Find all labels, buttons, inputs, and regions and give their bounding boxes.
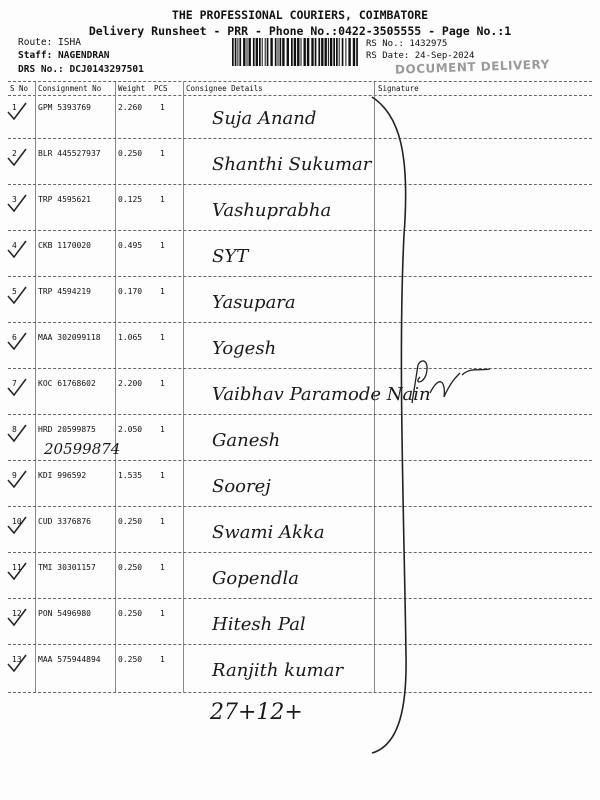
row-consignment-no: TRP 4595621 <box>38 195 91 204</box>
row-divider <box>8 322 592 323</box>
row-consignee-signature: Ranjith kumar <box>212 660 344 681</box>
header-divider-bottom <box>8 95 592 96</box>
row-weight: 2.260 <box>118 103 143 112</box>
row-divider <box>8 230 592 231</box>
row-sno: 5 <box>12 287 17 296</box>
row-pcs: 1 <box>160 379 165 388</box>
row-divider <box>8 276 592 277</box>
row-weight: 0.250 <box>118 149 143 158</box>
barcode <box>232 38 360 66</box>
row-consignee-signature: Swami Akka <box>212 522 325 543</box>
row-consignment-no: KDI 996592 <box>38 471 87 480</box>
check-mark-icon <box>6 238 28 260</box>
company-title: THE PROFESSIONAL COURIERS, COIMBATORE <box>171 8 429 22</box>
row-sno: 3 <box>12 195 17 204</box>
row-divider <box>8 644 592 645</box>
row-weight: 0.170 <box>118 287 143 296</box>
row-pcs: 1 <box>160 655 165 664</box>
row-weight: 0.125 <box>118 195 143 204</box>
check-mark-icon <box>6 652 28 674</box>
check-mark-icon <box>6 422 28 444</box>
check-mark-icon <box>6 330 28 352</box>
row-consignee-signature: SYT <box>212 246 249 267</box>
row-consignee-signature: Suja Anand <box>212 108 317 129</box>
col-header-sno: S No <box>10 84 29 93</box>
row-sno: 6 <box>12 333 17 342</box>
row-sno: 10 <box>12 517 22 526</box>
row-consignee-signature: Ganesh <box>212 430 281 451</box>
row-consignment-no: PON 5496980 <box>38 609 91 618</box>
row-consignee-signature: Gopendla <box>212 568 299 589</box>
row-weight: 2.200 <box>118 379 143 388</box>
row-consignment-no: TRP 4594219 <box>38 287 91 296</box>
row-sno: 13 <box>12 655 22 664</box>
check-mark-icon <box>6 560 28 582</box>
recipient-signature <box>400 353 505 413</box>
row-sno: 4 <box>12 241 17 250</box>
row-pcs: 1 <box>160 517 165 526</box>
row-pcs: 1 <box>160 425 165 434</box>
row-pcs: 1 <box>160 195 165 204</box>
check-mark-icon <box>6 284 28 306</box>
col-header-weight: Weight <box>118 84 146 93</box>
row-divider <box>8 138 592 139</box>
rs-number: RS No.: 1432975 <box>366 39 448 49</box>
row-consignee-signature: Vashuprabha <box>212 200 332 221</box>
staff-label: Staff: NAGENDRAN <box>18 50 110 61</box>
row-pcs: 1 <box>160 241 165 250</box>
row-weight: 0.495 <box>118 241 143 250</box>
row-divider <box>8 506 592 507</box>
row-sno: 1 <box>12 103 17 112</box>
row-weight: 0.250 <box>118 609 143 618</box>
row-weight: 1.535 <box>118 471 143 480</box>
col-header-consignment: Consignment No <box>38 84 102 93</box>
row-weight: 0.250 <box>118 563 143 572</box>
runsheet-title: Delivery Runsheet - PRR - Phone No.:0422-3505555 - Page No.:1 <box>88 24 512 38</box>
row-divider <box>8 460 592 461</box>
row-pcs: 1 <box>160 609 165 618</box>
check-mark-icon <box>6 468 28 490</box>
row-pcs: 1 <box>160 287 165 296</box>
check-mark-icon <box>6 606 28 628</box>
row-sno: 7 <box>12 379 17 388</box>
row-consignee-signature: Hitesh Pal <box>212 614 306 635</box>
row-pcs: 1 <box>160 103 165 112</box>
row-consignment-no: GPM 5393769 <box>38 103 91 112</box>
row-sno: 11 <box>12 563 22 572</box>
row-pcs: 1 <box>160 333 165 342</box>
col-header-pcs: PCS <box>154 84 168 93</box>
row-consignment-no: CUD 3376876 <box>38 517 91 526</box>
row-consignment-no: MAA 302099118 <box>38 333 101 342</box>
row-weight: 1.065 <box>118 333 143 342</box>
check-mark-icon <box>6 192 28 214</box>
row-consignment-no: TMI 30301157 <box>38 563 96 572</box>
row-consignment-no: HRD 20599875 <box>38 425 96 434</box>
row-weight: 0.250 <box>118 517 143 526</box>
row-sno: 8 <box>12 425 17 434</box>
col-header-consignee: Consignee Details <box>186 84 263 93</box>
col-divider <box>115 82 116 692</box>
row-consignment-no: MAA 575944894 <box>38 655 101 664</box>
row-pcs: 1 <box>160 149 165 158</box>
check-mark-icon <box>6 376 28 398</box>
row-divider <box>8 598 592 599</box>
row-weight: 2.050 <box>118 425 143 434</box>
row-divider <box>8 184 592 185</box>
row-sno: 2 <box>12 149 17 158</box>
drs-number: DRS No.: DCJ0143297501 <box>18 64 144 75</box>
row-consignee-signature: Shanthi Sukumar <box>212 154 372 175</box>
row-sno: 9 <box>12 471 17 480</box>
col-divider <box>183 82 184 692</box>
row-weight: 0.250 <box>118 655 143 664</box>
document-delivery-stamp: DOCUMENT DELIVERY <box>394 57 550 77</box>
row-pcs: 1 <box>160 563 165 572</box>
check-mark-icon <box>6 514 28 536</box>
check-mark-icon <box>6 100 28 122</box>
row-consignment-no: CKB 1170020 <box>38 241 91 250</box>
check-mark-icon <box>6 146 28 168</box>
row-consignment-no: KOC 61768602 <box>38 379 96 388</box>
rs-date: RS Date: 24-Sep-2024 <box>366 51 475 61</box>
row-consignee-signature: Vaibhav Paramode Nain <box>212 384 431 405</box>
row-divider <box>8 552 592 553</box>
row-consignee-signature: Soorej <box>212 476 271 497</box>
handwritten-total: 27+12+ <box>210 700 303 725</box>
row-consignment-no: BLR 445527937 <box>38 149 101 158</box>
signature-brace <box>370 95 440 755</box>
route-label: Route: ISHA <box>18 37 81 48</box>
row-divider <box>8 414 592 415</box>
header-divider-top <box>8 81 592 82</box>
row-consignee-signature: Yasupara <box>212 292 296 313</box>
col-header-signature: Signature <box>378 84 419 93</box>
row-consignee-signature: Yogesh <box>212 338 277 359</box>
col-divider <box>35 82 36 692</box>
row-divider <box>8 692 592 693</box>
handwritten-consignment-number: 20599874 <box>44 440 121 458</box>
row-sno: 12 <box>12 609 22 618</box>
row-pcs: 1 <box>160 471 165 480</box>
